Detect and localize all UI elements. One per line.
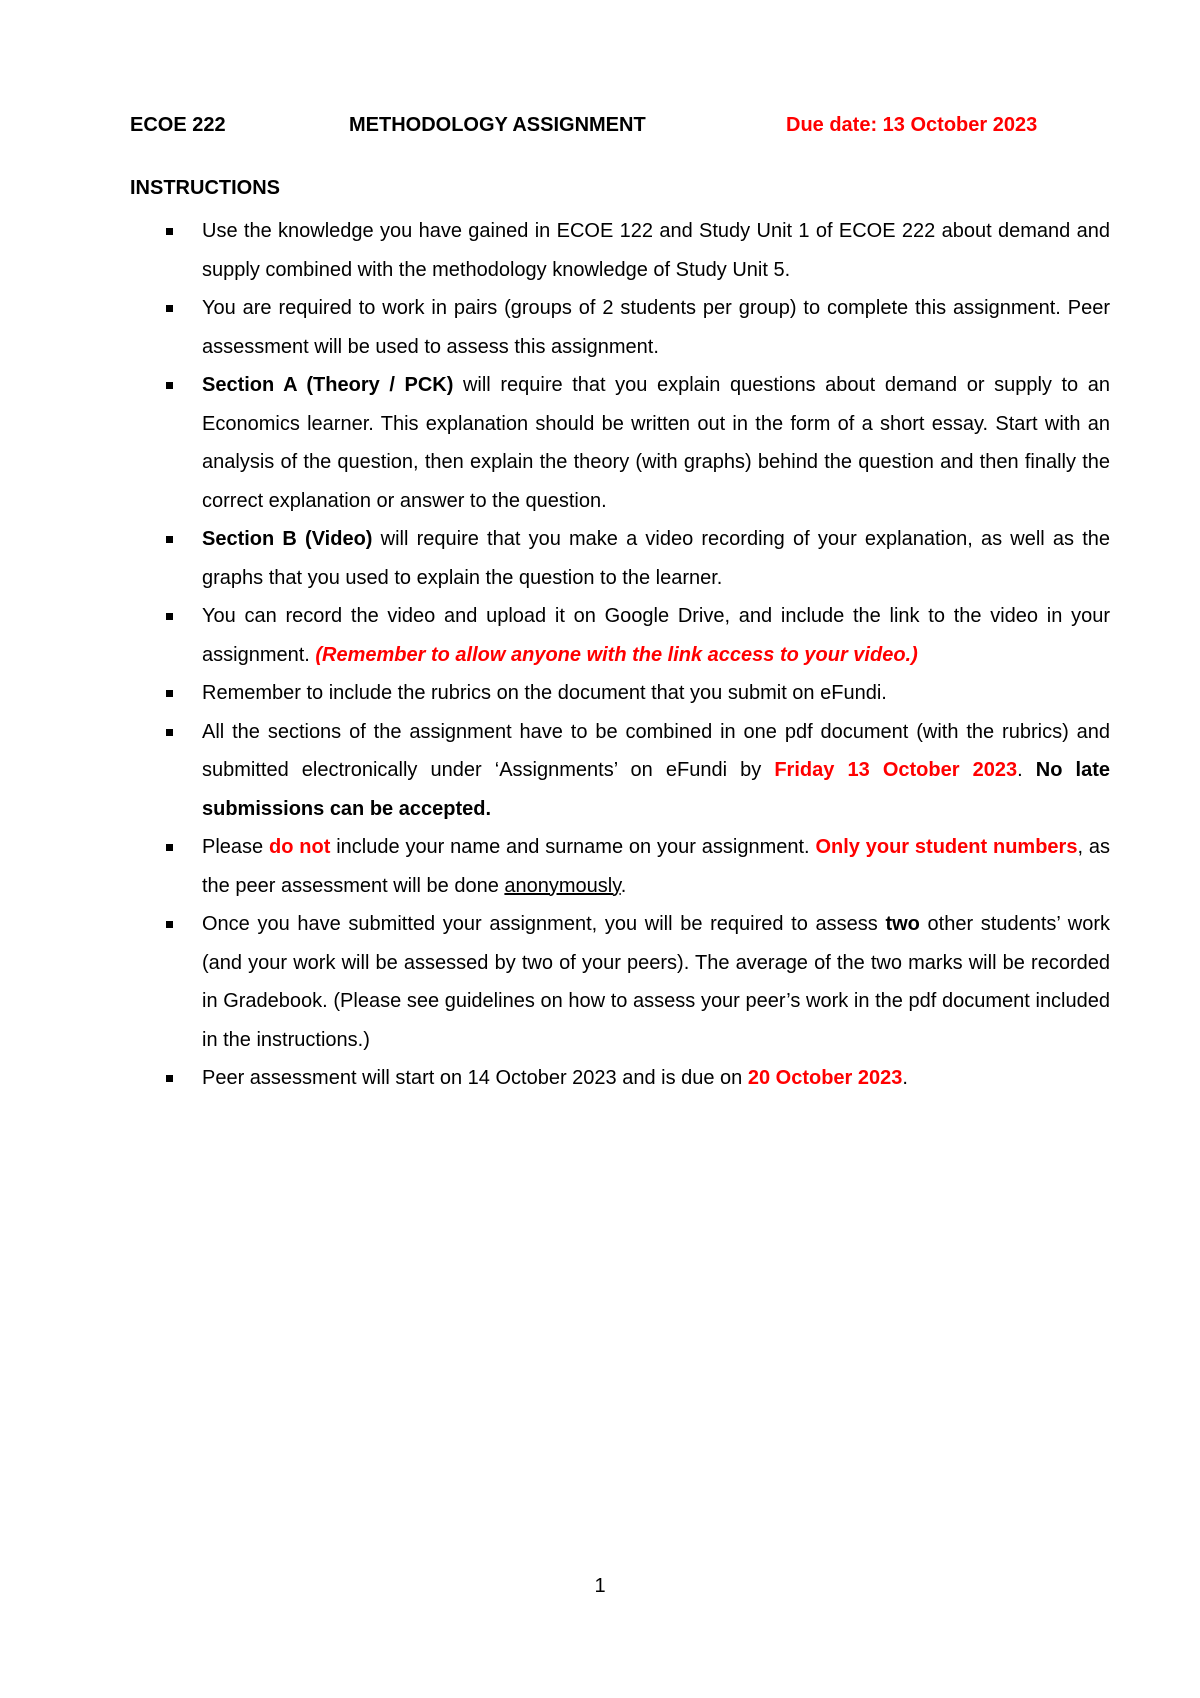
instruction-item (130, 674, 1110, 713)
instruction-item (130, 520, 1110, 597)
instruction-text: other students’ work (and your work will be assessed by two of your peers). The average of the two marks will be recorded in Gradebook. (Please see guidelines on how to assess your peer’s work in the pdf document included in the instructions.) (202, 913, 1110, 1051)
instruction-text: . (620, 874, 627, 897)
bullet-icon (166, 921, 173, 928)
instruction-text: , as the peer assessment will be done (202, 836, 1110, 897)
bullet-icon (166, 536, 173, 543)
bullet-icon (166, 228, 173, 235)
instruction-text: include your name and surname on your assignment. (330, 836, 816, 858)
bullet-icon (166, 382, 173, 389)
due-date: Due date: 13 October 2023 (786, 114, 1038, 136)
instruction-item (130, 597, 1110, 674)
bullet-icon (166, 613, 173, 620)
late-submission-notice: No late submissions can be accepted. (202, 759, 1110, 820)
peer-assessment-due-date: 20 October 2023 (747, 1067, 903, 1089)
section-a-label: Section A (Theory / PCK) (202, 374, 454, 396)
bullet-icon (166, 729, 173, 736)
instruction-text: will require that you make a video recording of your explanation, as well as the graphs that you used to explain the question to the learner. (202, 528, 1110, 589)
instruction-text: Remember to include the rubrics on the document that you submit on eFundi. (202, 682, 887, 704)
instruction-item (130, 366, 1110, 520)
instruction-text: Please (202, 836, 269, 858)
instruction-item (130, 905, 1110, 1059)
instruction-item (130, 1059, 1110, 1098)
instruction-text: You are required to work in pairs (groups of 2 students per group) to complete this assignment. Peer assessment will be used to assess this assignment. (202, 297, 1110, 358)
instruction-item (130, 212, 1110, 289)
link-access-reminder: (Remember to allow anyone with the link access to your video.) (315, 643, 918, 666)
two-emphasis: two (885, 913, 920, 935)
student-numbers-emphasis: Only your student numbers (815, 836, 1078, 858)
instruction-text: . (902, 1067, 908, 1089)
bullet-icon (166, 305, 173, 312)
anonymously-text: anonymously (504, 874, 621, 897)
instruction-text: . (1017, 759, 1036, 781)
instruction-item (130, 289, 1110, 366)
section-b-label: Section B (Video) (202, 528, 373, 550)
do-not-emphasis: do not (269, 836, 331, 858)
instructions-heading: INSTRUCTIONS (130, 177, 280, 199)
document-header (130, 114, 1110, 144)
bullet-icon (166, 1075, 173, 1082)
instruction-text: Peer assessment will start on 14 October 2023 and is due on (202, 1067, 748, 1089)
instruction-item (130, 713, 1110, 829)
instruction-item (130, 828, 1110, 905)
instruction-text: will require that you explain questions about demand or supply to an Economics learner. This explanation should be written out in the form of a short essay. Start with an analysis of the question, then explain the theory (with graphs) behind the question and then finally the correct explanation or answer to the question. (202, 374, 1110, 512)
instruction-text: All the sections of the assignment have to be combined in one pdf document (with the rubrics) and submitted electronically under ‘Assignments’ on eFundi by (202, 720, 1110, 781)
instruction-text: You can record the video and upload it on Google Drive, and include the link to the video in your assignment. (202, 605, 1110, 666)
document-title: METHODOLOGY ASSIGNMENT (349, 114, 646, 136)
submission-date: Friday 13 October 2023 (774, 759, 1018, 781)
instruction-text: Once you have submitted your assignment, you will be required to assess (202, 913, 886, 935)
instructions-list (130, 212, 1110, 1098)
bullet-icon (166, 690, 173, 697)
page-number: 1 (594, 1575, 606, 1597)
instruction-text: Use the knowledge you have gained in ECOE 122 and Study Unit 1 of ECOE 222 about demand and supply combined with the methodology knowledge of Study Unit 5. (202, 220, 1110, 281)
bullet-icon (166, 844, 173, 851)
course-code: ECOE 222 (130, 114, 226, 136)
